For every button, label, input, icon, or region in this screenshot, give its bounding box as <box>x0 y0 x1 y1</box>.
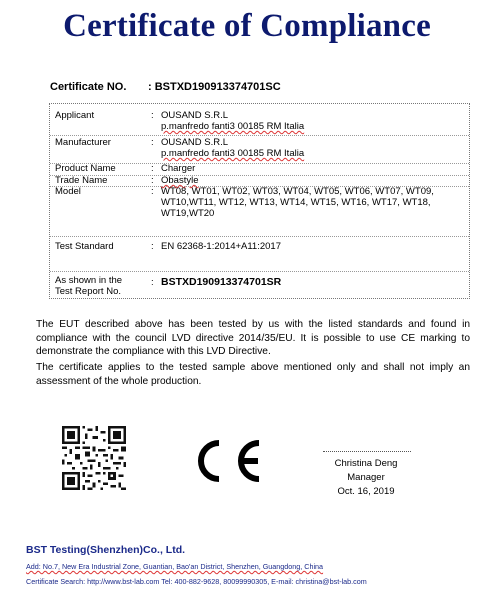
trade-name-value: Obastyle <box>161 175 199 186</box>
applicant-value <box>161 110 466 132</box>
ce-mark-icon <box>187 437 265 485</box>
model-line-2: WT10,WT11, WT12, WT13, WT14, WT15, WT16, WT17, WT18, <box>161 197 431 208</box>
colon: : <box>151 110 154 121</box>
row-report <box>50 271 469 298</box>
colon: : <box>151 137 154 148</box>
colon: : <box>151 277 154 288</box>
model-line-3: WT19,WT20 <box>161 208 215 219</box>
certificate-number <box>50 81 281 93</box>
model-value <box>161 186 466 219</box>
report-label-line-2: Test Report No. <box>55 286 121 297</box>
colon: : <box>151 175 154 186</box>
row-test-standard <box>50 236 469 272</box>
details-table <box>49 103 470 299</box>
compliance-paragraph: The EUT described above has been tested by us with the listed standards and found in compliance with the council LVD directive 2014/35/EU. It is possible to use CE marking to demonstrate the compliance with this LVD Directive. <box>36 319 470 357</box>
certificate-number-value: : BSTXD190913374701SC <box>148 81 281 93</box>
manufacturer-value <box>161 137 466 159</box>
test-standard-label: Test Standard <box>55 241 114 252</box>
signatory-role: Manager <box>347 472 385 483</box>
footer-address-text: Add: No.7, New Era Industrial Zone, Guantian, Bao'an District, Shenzhen, Guangdong, China <box>26 562 324 571</box>
report-label-line-1: As shown in the <box>55 275 123 286</box>
footer-contact: Certificate Search: http://www.bst-lab.com Tel: 400-882-9628, 80099990305, E-mail: christina@bst-lab.com <box>26 577 367 586</box>
manufacturer-address: p.manfredo fanti3 00185 RM Italia <box>161 148 305 159</box>
row-applicant <box>50 104 469 136</box>
certificate-title: Certificate of Compliance <box>63 8 431 44</box>
colon: : <box>151 186 154 197</box>
applicant-name: OUSAND S.R.L <box>161 110 229 121</box>
manufacturer-label: Manufacturer <box>55 137 111 148</box>
model-label: Model <box>55 186 81 197</box>
signature-date: Oct. 16, 2019 <box>337 486 395 497</box>
signature-line <box>323 451 411 452</box>
footer-company: BST Testing(Shenzhen)Co., Ltd. <box>26 544 186 556</box>
qr-code-icon <box>62 426 126 490</box>
product-name-value: Charger <box>161 163 196 174</box>
row-manufacturer <box>50 135 469 164</box>
applicant-address: p.manfredo fanti3 00185 RM Italia <box>161 121 305 132</box>
report-number-value: BSTXD190913374701SR <box>161 276 282 288</box>
certificate-number-label: Certificate NO. <box>50 81 127 93</box>
scope-paragraph: The certificate applies to the tested sample above mentioned only and shall not imply an assessment of the whole production. <box>36 362 470 387</box>
footer-address <box>26 562 323 571</box>
product-name-label: Product Name <box>55 163 116 174</box>
applicant-label: Applicant <box>55 110 95 121</box>
colon: : <box>151 241 154 252</box>
model-line-1: WT08, WT01, WT02, WT03, WT04, WT05, WT06, WT07, WT09, <box>161 186 434 197</box>
manufacturer-name: OUSAND S.R.L <box>161 137 229 148</box>
signatory-name: Christina Deng <box>334 458 398 469</box>
report-label <box>55 275 122 297</box>
colon: : <box>151 163 154 174</box>
row-model <box>50 186 469 237</box>
test-standard-value: EN 62368-1:2014+A11:2017 <box>161 241 281 252</box>
trade-name-label: Trade Name <box>55 175 108 186</box>
